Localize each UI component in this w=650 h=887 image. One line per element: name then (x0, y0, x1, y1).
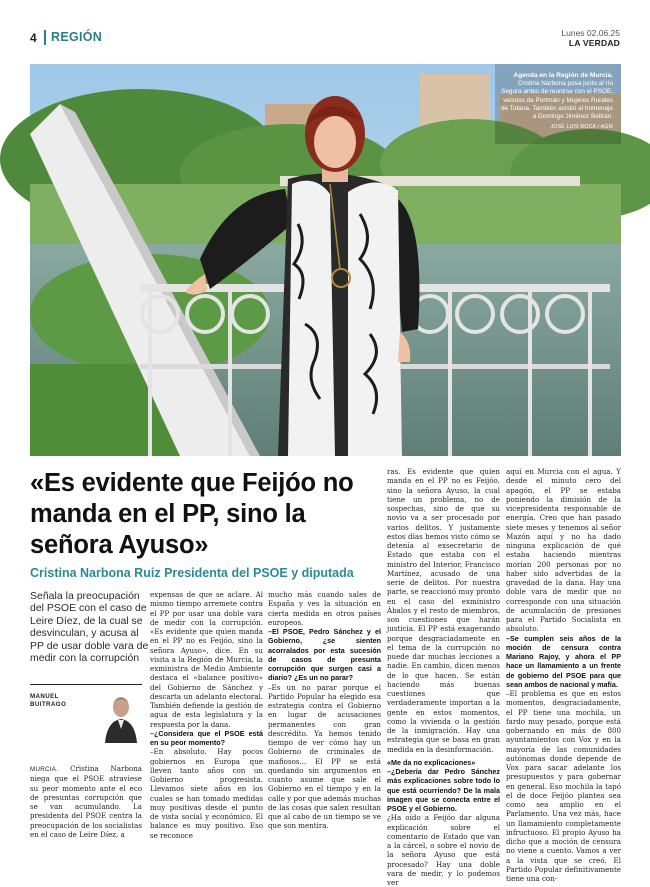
caption-title: Agenda en la Región de Murcia. (513, 72, 613, 79)
author-name (30, 693, 66, 708)
interviewee-byline (30, 566, 375, 580)
newspaper-name: LA VERDAD (568, 38, 620, 48)
interview-question: –¿Debería dar Pedro Sánchez más explicaciones sobre todo lo que está ocurriendo? De la mala imagen que se conecta entre el PSOE y el Gobierno. (387, 767, 500, 813)
article-column-1 (30, 764, 142, 848)
photo-caption (497, 72, 613, 131)
article-column-2 (150, 590, 263, 848)
interview-answer: –El problema es que en estos momentos, desgraciadamente, el PP tiene una mochila, un fardo muy pesado, porque está gobernando en más de 800 ayuntamientos con Vox y en la mayoría de las comunidades autónomas donde depende de Vox para sacar adelante los presupuestos y para gobernar en general. Eso mochila la tapó el de doce Feijóo plantea sea como sea amplio en el Parlamento. Una vez más, hace un llamamiento completamente infructuoso. El propio Ayuso ha dicho que a moción de censura no viene a cuento. Vamos a ver a la vista que se creó. El Partido Popular definitivamente tiene una con- (506, 689, 621, 883)
interview-question: –Se cumplen seis años de la moción de censura contra Mariano Rajoy, y ahora el PP hace un llamamiento a un frente de gobierno del PSOE para que sean ambos de nacional y mafia. (506, 633, 621, 689)
photo-credit: JOSÉ LUIS ROCA / AGM (550, 124, 613, 131)
caption-text: Cristina Narbona posa junto al río Segura antes de reunirse con el PSOE, vecinos de Portmán y Mujeres Rurales de Totana. También asistió al homenaje a Domingo Jiménez Beltrán. (500, 80, 613, 121)
page-number: 4 (30, 31, 37, 45)
section-title: REGIÓN (51, 30, 103, 44)
main-photo (30, 64, 621, 456)
article-column-3 (268, 590, 381, 848)
article-lead: Señala la preocupación del PSOE con el caso de Leire Díez, de la cual se desvinculan, y acusa al PP de usar doble vara de medir con la corrupción (30, 590, 149, 665)
body-text: ras. Es evidente que quien manda en el PP no es Feijóo, sino la señora Ayuso, la cual tiene un problema, no de sospechas, sino de que su novio va a ser procesado por varios delitos. Y justamente estos días hemos visto cómo se detenía al exsecretario de Estado que estaba con el ministro del Interior, Francisco Martínez, acusado de una serie de delitos. Por nuestra parte, se reaccionó muy pronto en el caso del exministro Ábalos y el resto de miembros, son cuestiones que harán justicia. El PP está exagerando porque desgraciadamente en el tema de la corrupción no puede dar muchas lecciones a nadie. En cambio, dicen menos de lo que hacen. Se están haciendo más buenas cuestiones que verdaderamente importan a la gente en estos momentos, como la vivienda o la gestión de la inmigración. Hay una estrategia que se basa en gran medida en la desinformación. (387, 467, 500, 754)
subheading: «Me da no explicaciones» (387, 757, 476, 767)
body-text: expensas de que se aclare. Al mismo tiempo arremete contra el PP por usar una doble vara de medir con la corrupción. «Es evidente que quien manda en el PP no es Feijóo, sino la señora Ayuso», dice. En su visita a la Región de Murcia, la exministra de Medio Ambiente destaca el «balance positivo» del Gobierno de Sánchez y descarta un adelanto electoral. También defiende la gestión de agua de esta legislatura y la respuesta por la dana. (150, 590, 263, 729)
interview-answer: –En absoluto. Hay pocos gobiernos en Europa que lleven tanto años con un Gobierno progresista. Llevamos siete años en los cuales se han tomado medidas muy positivas desde el punto de vista social y económico. El balance es muy positivo. Eso se reconoce (150, 747, 263, 840)
article-headline: «Es evidente que Feijóo no manda en el PP, sino la señora Ayuso» (30, 469, 354, 559)
author-box (30, 684, 142, 762)
interviewee-role: Presidenta del PSOE y diputada (164, 566, 354, 580)
article-column-4 (387, 467, 500, 887)
section-divider (44, 30, 46, 45)
article-column-5 (506, 467, 621, 883)
interview-question: –El PSOE, Pedro Sánchez y el Gobierno, ¿se sienten acorralados por esta sucesión de casos de presunta corrupción que surgen casi a diario? ¿Es un no parar? (268, 627, 381, 683)
dateline-city: MURCIA. (30, 766, 59, 773)
author-photo (102, 691, 140, 743)
page-header (30, 28, 620, 50)
body-text: Cristina Narbona niega que el PSOE atraviese su peor momento ante el eco de presuntas corrupción que se van acumulando. La presidenta del PSOE centra la preocupación de los socialistas en el caso de Leire Díez, a (30, 764, 142, 839)
body-text: mucho más cuando sales de España y ves la situación en cierta medida en otros países europeos. (268, 590, 381, 627)
interview-answer: –Es un no parar porque el Partido Popular ha elegido esa estrategia contra el Gobierno en lugar de acusaciones permanentes con gran descrédito. Ya hemos tenido tiempo de ver cómo hay un Gobierno de criminales de mafiosos... El PP se está quedando sin argumentos en cuanto asume que sale el Gobierno en el tiempo y en la calle y por que además muchas de las cosas que salen resultan que al cabo de un tiempo se ve que son mentira. (268, 682, 382, 831)
author-first-name: MANUEL (30, 693, 59, 700)
interview-question: –¿Considera que el PSOE está en su peor momento? (150, 728, 263, 747)
body-text: aquí en Murcia con el agua. Y desde el minuto cero del apagón, el PP se estaba poniendo la dimisión de la vicepresidenta responsable de energía. Creo que han pasado siete meses y tenemos al señor Mazón aquí y no ha dado ninguna explicación de qué estaba haciendo mientras morían 200 personas por no haber sido advertidas de la gravedad de la dana. Hay una doble vara de medir que no corresponde con una situación de acumulación de presiones para el Partido Socialista en absoluto. (506, 467, 621, 634)
author-last-name: BUITRAGO (30, 700, 67, 708)
interview-answer: ¿Ha oído a Feijóo dar alguna explicación sobre el comentario de Estado que van a la cárcel, o sobre el novio de la señora Ayuso que está procesado? Hay una doble vara de medir, y lo podemos ver (387, 813, 500, 887)
issue-date: Lunes 02.06.25 (561, 28, 620, 38)
interviewee-name: Cristina Narbona Ruiz (30, 566, 161, 580)
